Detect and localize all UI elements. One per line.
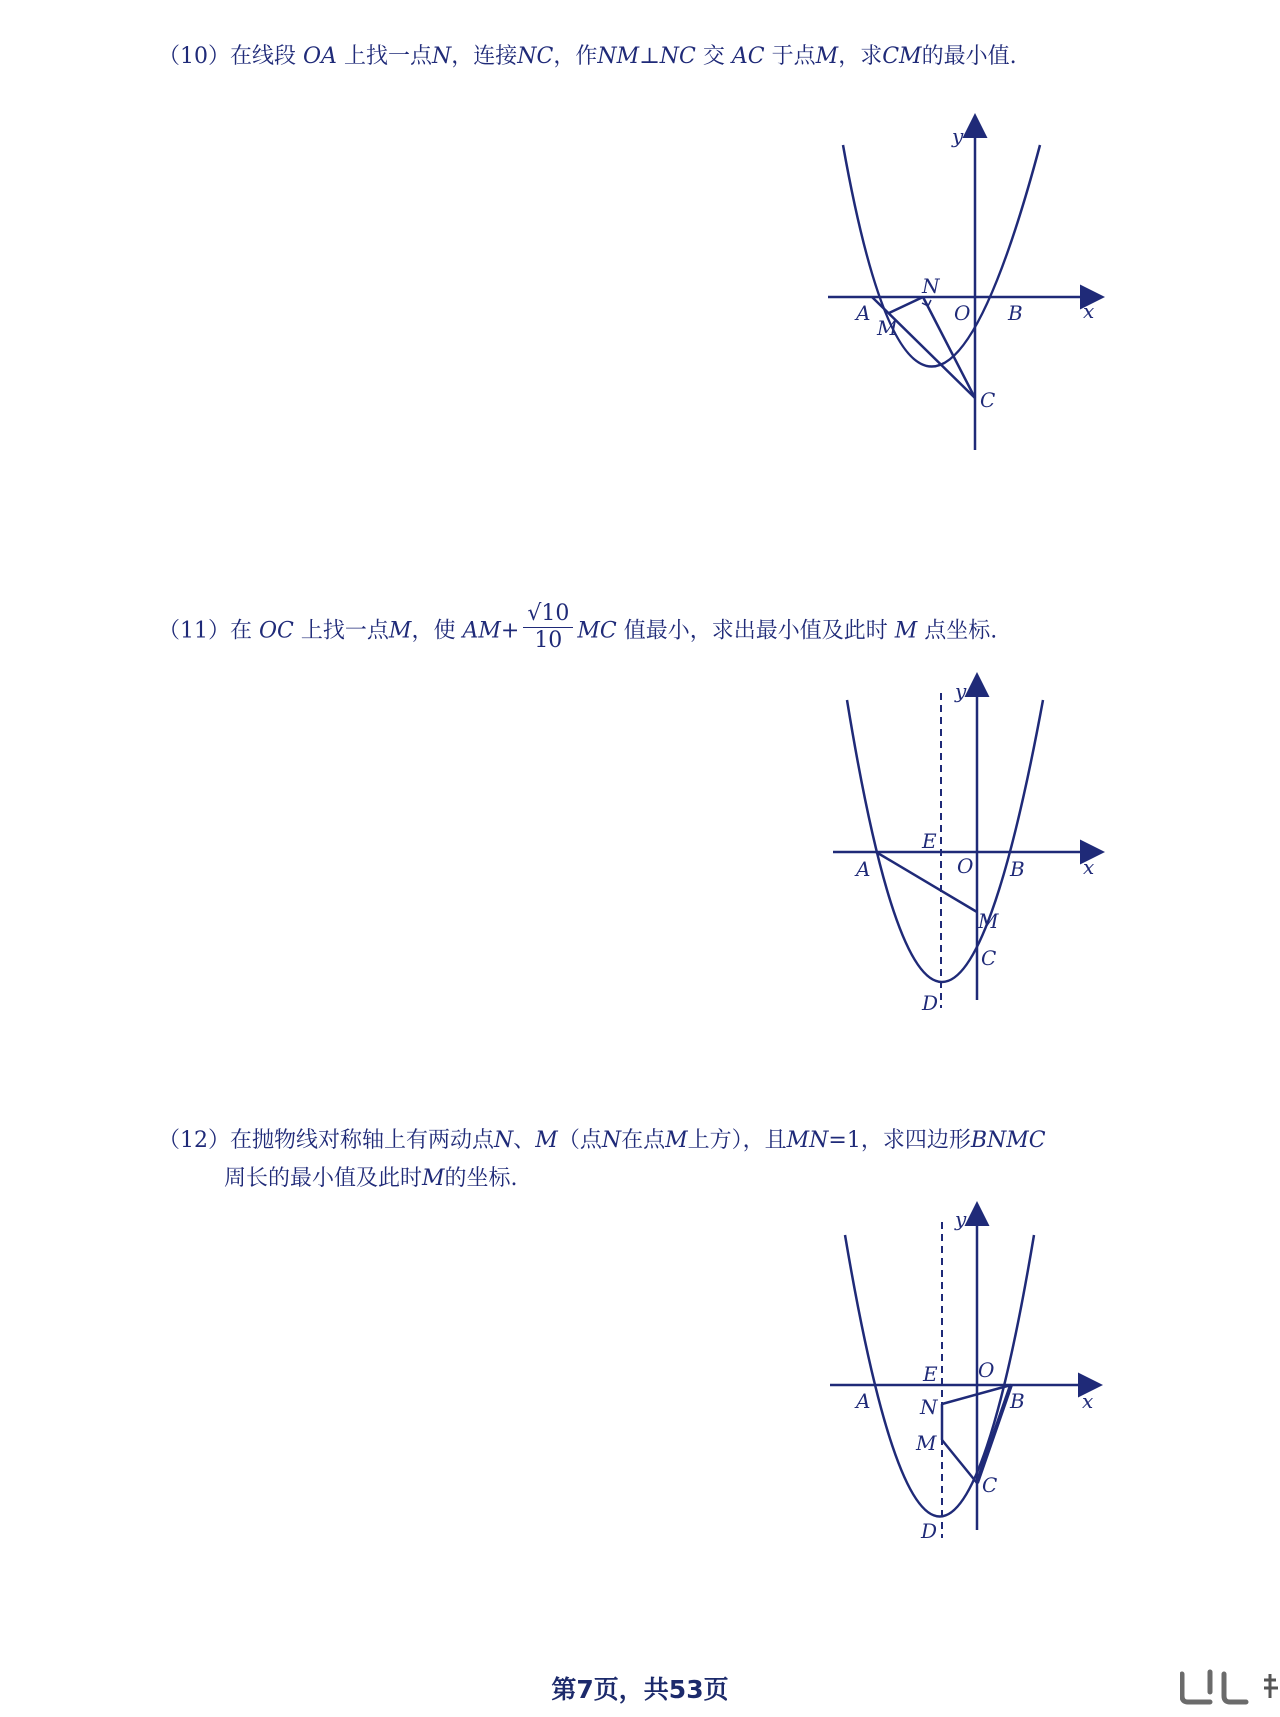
label-b: B <box>1010 857 1025 881</box>
label-x: x <box>1083 855 1095 879</box>
label-d: D <box>922 991 939 1015</box>
label-y: y <box>955 1207 967 1231</box>
frame-icon <box>1182 1672 1210 1702</box>
label-m: M <box>916 1431 937 1455</box>
question-number: （11） <box>158 618 230 644</box>
figure-10 <box>820 110 1120 460</box>
label-e: E <box>923 1362 938 1386</box>
label-b: B <box>1008 301 1023 325</box>
parabola <box>847 700 1043 982</box>
corner-toolbar <box>1180 1668 1280 1708</box>
label-a: A <box>856 857 871 881</box>
label-y: y <box>955 679 967 703</box>
label-a: A <box>856 1389 871 1413</box>
segment-bc <box>977 1385 1011 1483</box>
cropped-glyph-icon <box>1264 1674 1278 1698</box>
question-12: （12）在抛物线对称轴上有两动点N、M（点N在点M上方），且MN=1，求四边形BNMC <box>158 1128 1046 1153</box>
label-c: C <box>982 1473 998 1497</box>
question-number: （10） <box>158 44 230 69</box>
figure-11 <box>820 670 1120 1020</box>
page-number-footer: 第7页，共53页 <box>551 1675 729 1704</box>
label-n: N <box>922 274 940 298</box>
label-b: B <box>1010 1389 1025 1413</box>
label-n: N <box>920 1395 938 1419</box>
segment-nm <box>889 297 923 313</box>
figure-12 <box>820 1200 1120 1550</box>
label-o: O <box>954 301 971 325</box>
question-number: （12） <box>158 1128 230 1153</box>
label-m: M <box>978 909 999 933</box>
label-o: O <box>957 854 974 878</box>
question-12-line-2: 周长的最小值及此时M的坐标. <box>224 1166 518 1191</box>
label-e: E <box>922 829 937 853</box>
question-11: （11）在 OC 上找一点M，使 AM+ $\frac{√10}{10}$ MC 值最小，求出最小值及此时 M 点坐标. <box>158 601 998 653</box>
label-d: D <box>921 1519 938 1543</box>
label-m: M <box>877 316 898 340</box>
label-c: C <box>981 946 997 970</box>
label-o: O <box>978 1358 995 1382</box>
frame-icon-2 <box>1224 1674 1246 1702</box>
label-x: x <box>1083 299 1095 323</box>
segment-mc <box>942 1440 977 1483</box>
label-y: y <box>952 124 964 148</box>
parabola <box>845 1235 1034 1517</box>
label-x: x <box>1082 1389 1094 1413</box>
label-a: A <box>856 301 871 325</box>
fraction-sqrt10-over-10: $\frac{√10}{10}$ <box>523 601 573 654</box>
label-c: C <box>980 388 996 412</box>
question-10: （10）在线段 OA 上找一点N，连接NC，作NM⊥NC 交 AC 于点M，求CM的最小值. <box>158 44 1017 69</box>
